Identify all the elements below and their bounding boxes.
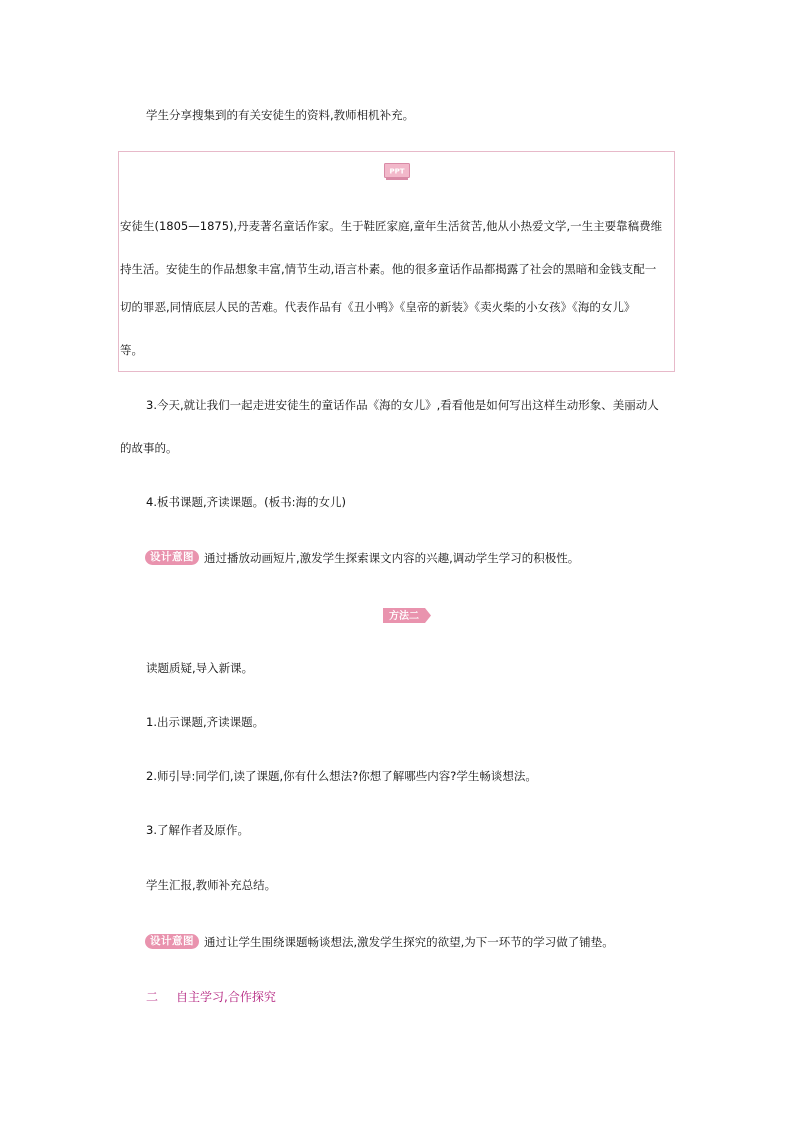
ppt-text-line: 切的罪恶,同情底层人民的苦难。代表作品有《丑小鸭》《皇帝的新装》《卖火柴的小女孩》《海的女儿》	[120, 300, 636, 314]
method-2-step-4: 学生汇报,教师补充总结。	[146, 878, 277, 892]
ppt-icon	[384, 163, 410, 181]
section-heading	[146, 991, 276, 1003]
ppt-text-line: 持生活。安徒生的作品想象丰富,情节生动,语言朴素。他的很多童话作品都揭露了社会的黑暗和金钱支配一	[120, 262, 657, 276]
design-intent-text: 通过让学生围绕课题畅谈想法,激发学生探究的欲望,为下一环节的学习做了铺垫。	[204, 935, 614, 949]
method-2-step-2: 2.师引导:同学们,读了课题,你有什么想法?你想了解哪些内容?学生畅谈想法。	[146, 769, 537, 783]
method-2-step-3: 3.了解作者及原作。	[146, 823, 249, 837]
section-number: 二	[146, 990, 159, 1004]
method-2-intro: 读题质疑,导入新课。	[146, 661, 254, 675]
design-intent-badge: 设计意图	[145, 934, 199, 949]
method-2-step-1: 1.出示课题,齐读课题。	[146, 715, 265, 729]
intro-paragraph: 学生分享搜集到的有关安徒生的资料,教师相机补充。	[146, 108, 415, 122]
method-tag-label: 方法二	[389, 611, 419, 622]
method-tag	[383, 608, 431, 623]
paragraph-3-line-1: 3.今天,就让我们一起走进安徒生的童话作品《海的女儿》,看看他是如何写出这样生动形象、美丽动人	[146, 398, 659, 412]
design-intent-badge: 设计意图	[145, 550, 199, 565]
ppt-label: PPT	[389, 167, 405, 176]
ppt-text-line: 等。	[120, 343, 143, 357]
paragraph-3-line-2: 的故事的。	[120, 441, 178, 455]
design-intent-text: 通过播放动画短片,激发学生探索课文内容的兴趣,调动学生学习的积极性。	[204, 551, 580, 565]
paragraph-4: 4.板书课题,齐读课题。(板书:海的女儿)	[146, 495, 346, 509]
ppt-text-line: 安徒生(1805—1875),丹麦著名童话作家。生于鞋匠家庭,童年生活贫苦,他从小热爱文学,一生主要靠稿费维	[120, 219, 663, 233]
section-title: 自主学习,合作探究	[176, 990, 276, 1004]
